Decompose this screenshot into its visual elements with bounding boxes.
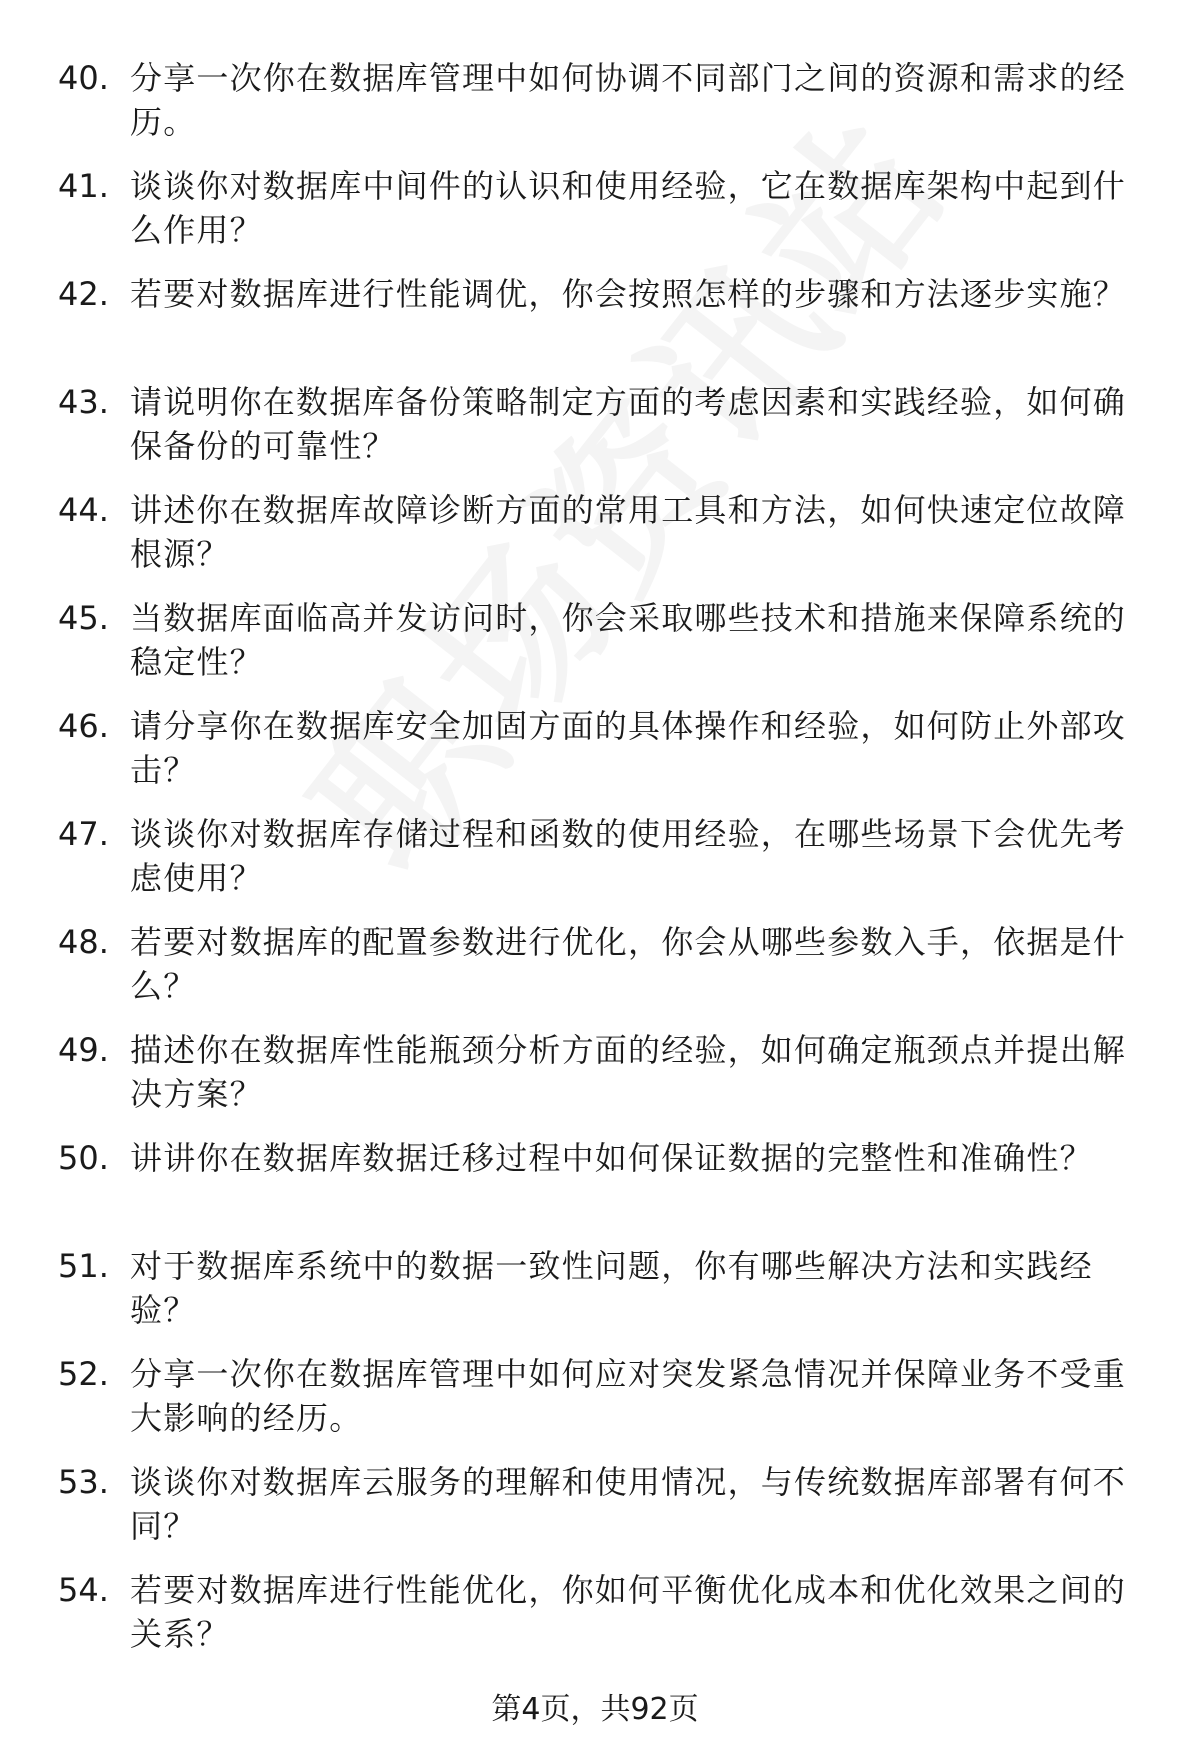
question-text: 讲述你在数据库故障诊断方面的常用工具和方法，如何快速定位故障根源？ (130, 491, 1127, 573)
question-text: 谈谈你对数据库云服务的理解和使用情况，与传统数据库部署有何不同？ (130, 1463, 1127, 1545)
question-text: 分享一次你在数据库管理中如何应对突发紧急情况并保障业务不受重大影响的经历。 (130, 1355, 1127, 1437)
question-item (0, 1236, 1190, 1344)
question-text: 谈谈你对数据库中间件的认识和使用经验，它在数据库架构中起到什么作用？ (130, 167, 1127, 249)
question-number: 51. (58, 1247, 109, 1285)
question-text: 描述你在数据库性能瓶颈分析方面的经验，如何确定瓶颈点并提出解决方案？ (130, 1031, 1127, 1113)
question-number: 52. (58, 1355, 109, 1393)
question-text: 若要对数据库进行性能优化，你如何平衡优化成本和优化效果之间的关系？ (130, 1571, 1127, 1653)
question-number: 50. (58, 1139, 109, 1177)
question-item (0, 264, 1190, 372)
question-number: 48. (58, 923, 109, 961)
question-item (0, 588, 1190, 696)
question-text: 当数据库面临高并发访问时，你会采取哪些技术和措施来保障系统的稳定性？ (130, 599, 1127, 681)
question-item (0, 804, 1190, 912)
question-text: 讲讲你在数据库数据迁移过程中如何保证数据的完整性和准确性？ (130, 1139, 1093, 1177)
question-text: 若要对数据库的配置参数进行优化，你会从哪些参数入手，依据是什么？ (130, 923, 1127, 1005)
question-text: 若要对数据库进行性能调优，你会按照怎样的步骤和方法逐步实施？ (130, 275, 1127, 313)
question-item (0, 48, 1190, 156)
question-item (0, 372, 1190, 480)
question-number: 49. (58, 1031, 109, 1069)
question-text: 谈谈你对数据库存储过程和函数的使用经验，在哪些场景下会优先考虑使用？ (130, 815, 1127, 897)
question-text: 请分享你在数据库安全加固方面的具体操作和经验，如何防止外部攻击？ (130, 707, 1127, 789)
question-text: 请说明你在数据库备份策略制定方面的考虑因素和实践经验，如何确保备份的可靠性？ (130, 383, 1127, 465)
question-item (0, 696, 1190, 804)
question-number: 45. (58, 599, 109, 637)
question-item (0, 1560, 1190, 1668)
question-number: 44. (58, 491, 109, 529)
question-item (0, 1452, 1190, 1560)
question-number: 46. (58, 707, 109, 745)
question-item (0, 1344, 1190, 1452)
question-number: 47. (58, 815, 109, 853)
question-text: 对于数据库系统中的数据一致性问题，你有哪些解决方法和实践经验？ (130, 1247, 1093, 1329)
question-number: 40. (58, 59, 109, 97)
question-item (0, 480, 1190, 588)
question-number: 42. (58, 275, 109, 313)
question-number: 43. (58, 383, 109, 421)
page-number-label: 第4页，共92页 (491, 1692, 699, 1727)
question-number: 53. (58, 1463, 109, 1501)
question-number: 41. (58, 167, 109, 205)
question-item (0, 156, 1190, 264)
question-item (0, 1128, 1190, 1236)
question-number: 54. (58, 1571, 109, 1609)
question-item (0, 1020, 1190, 1128)
page-footer (0, 1690, 1190, 1730)
question-item (0, 912, 1190, 1020)
question-list (0, 48, 1190, 1668)
question-text: 分享一次你在数据库管理中如何协调不同部门之间的资源和需求的经历。 (130, 59, 1127, 141)
